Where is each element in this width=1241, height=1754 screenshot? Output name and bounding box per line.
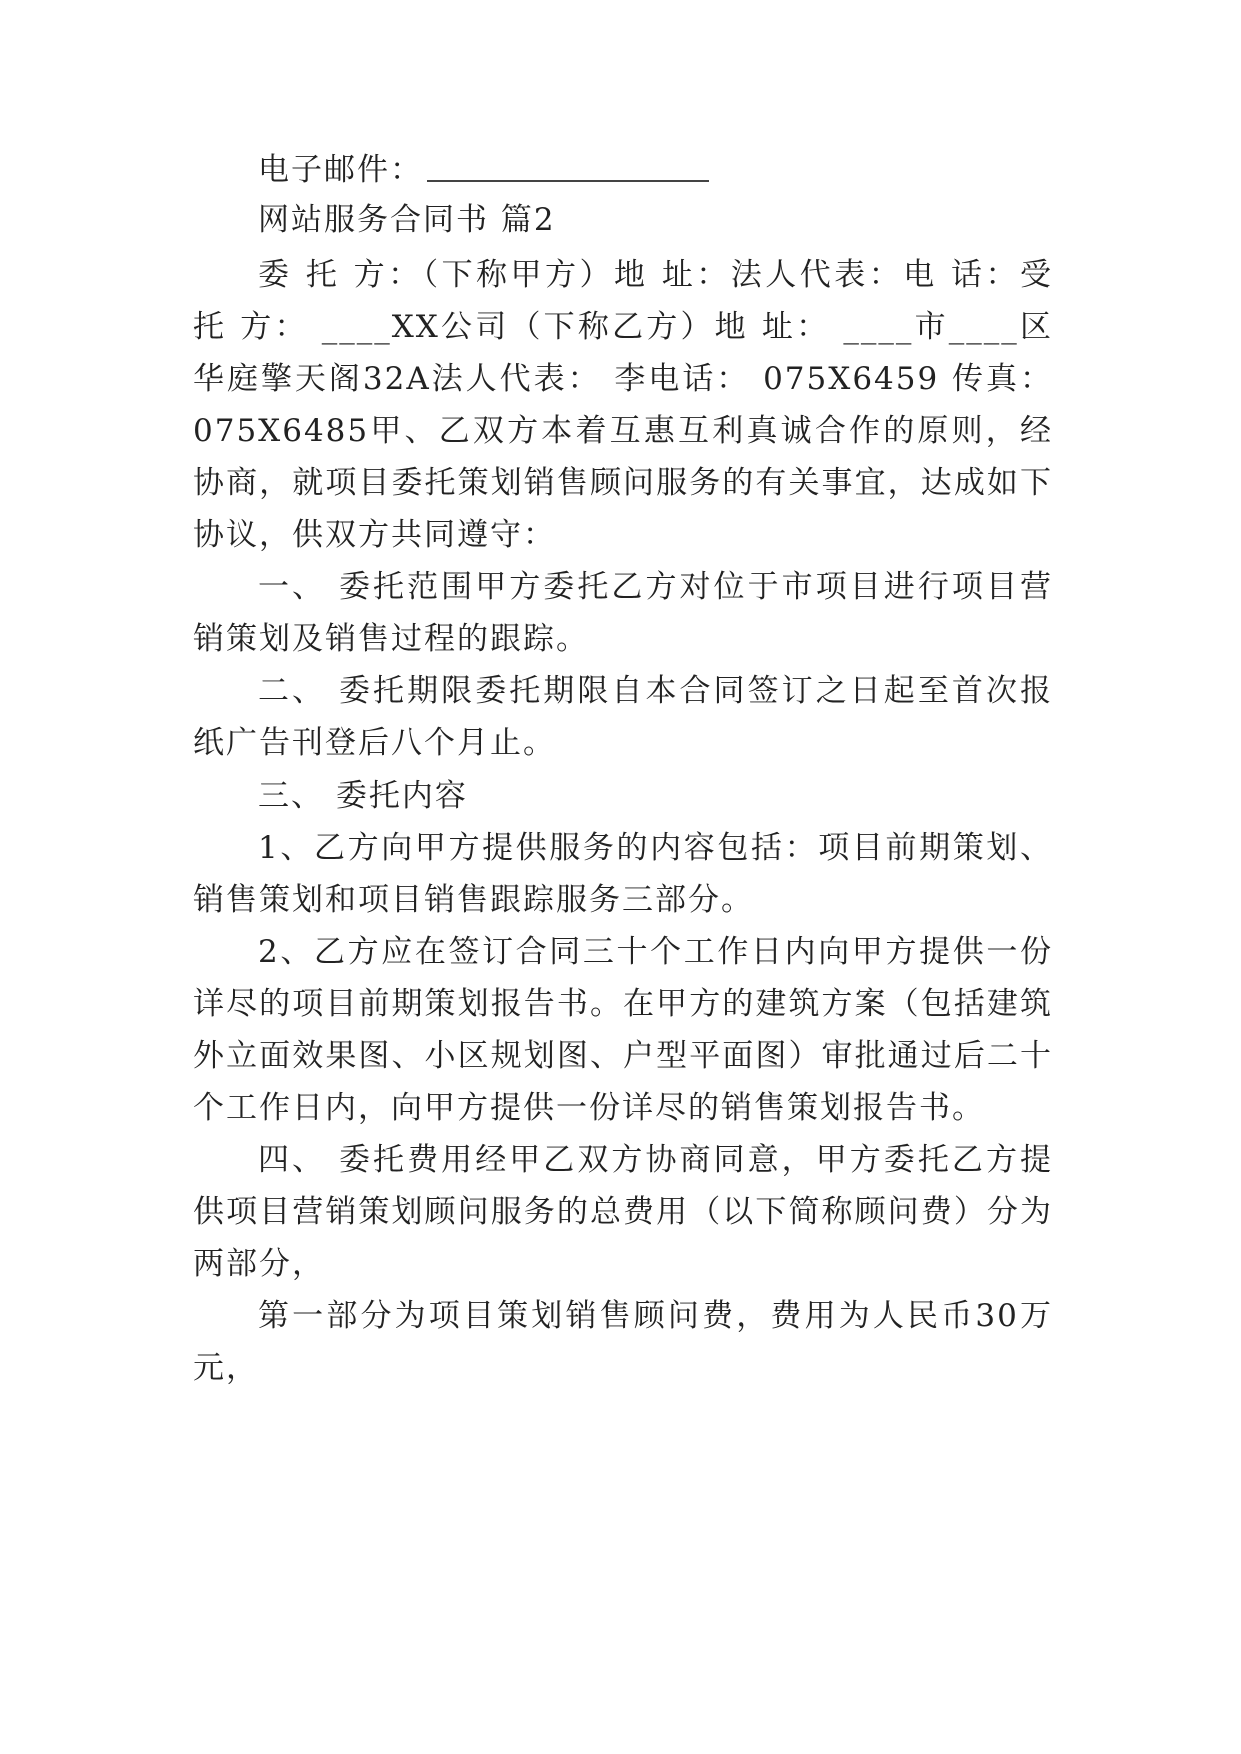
text-line: 托 方： ____XX公司（下称乙方）地 址： ____市____区 [193,309,1053,345]
text-line: 2、乙方应在签订合同三十个工作日内向甲方提供一份 [258,934,1053,970]
text-line: 1、乙方向甲方提供服务的内容包括：项目前期策划、 [258,830,1053,866]
text-line: 销策划及销售过程的跟踪。 [193,621,589,657]
text-line: 纸广告刊登后八个月止。 [193,725,556,761]
text-line: 元， [193,1350,259,1386]
section-title: 网站服务合同书 篇2 [258,202,556,238]
text-line: 两部分， [193,1246,325,1282]
text-line: 供项目营销策划顾问服务的总费用（以下简称顾问费）分为 [193,1194,1053,1230]
text-line: 第一部分为项目策划销售顾问费，费用为人民币30万 [258,1298,1053,1334]
text-line: 四、 委托费用经甲乙双方协商同意，甲方委托乙方提 [258,1142,1053,1178]
text-line: 协商，就项目委托策划销售顾问服务的有关事宜，达成如下 [193,465,1053,501]
text-line: 详尽的项目前期策划报告书。在甲方的建筑方案（包括建筑 [193,986,1053,1022]
text-line: 二、 委托期限委托期限自本合同签订之日起至首次报 [258,673,1053,709]
text-line: 外立面效果图、小区规划图、户型平面图）审批通过后二十 [193,1038,1053,1074]
text-line: 个工作日内，向甲方提供一份详尽的销售策划报告书。 [193,1090,985,1126]
text-line: 075X6485甲、乙双方本着互惠互利真诚合作的原则，经 [193,413,1053,449]
text-line: 协议，供双方共同遵守： [193,517,556,553]
text-line: 三、 委托内容 [258,778,468,814]
email-label: 电子邮件： [258,152,423,188]
email-blank [427,152,709,182]
text-line: 委 托 方：（下称甲方）地 址：法人代表：电 话：受 [258,257,1053,293]
text-line: 一、 委托范围甲方委托乙方对位于市项目进行项目营 [258,569,1053,605]
email-line [258,150,1118,190]
text-line: 华庭擎天阁32A法人代表： 李电话： 075X6459 传真： [193,361,1053,397]
text-line: 销售策划和项目销售跟踪服务三部分。 [193,882,754,918]
